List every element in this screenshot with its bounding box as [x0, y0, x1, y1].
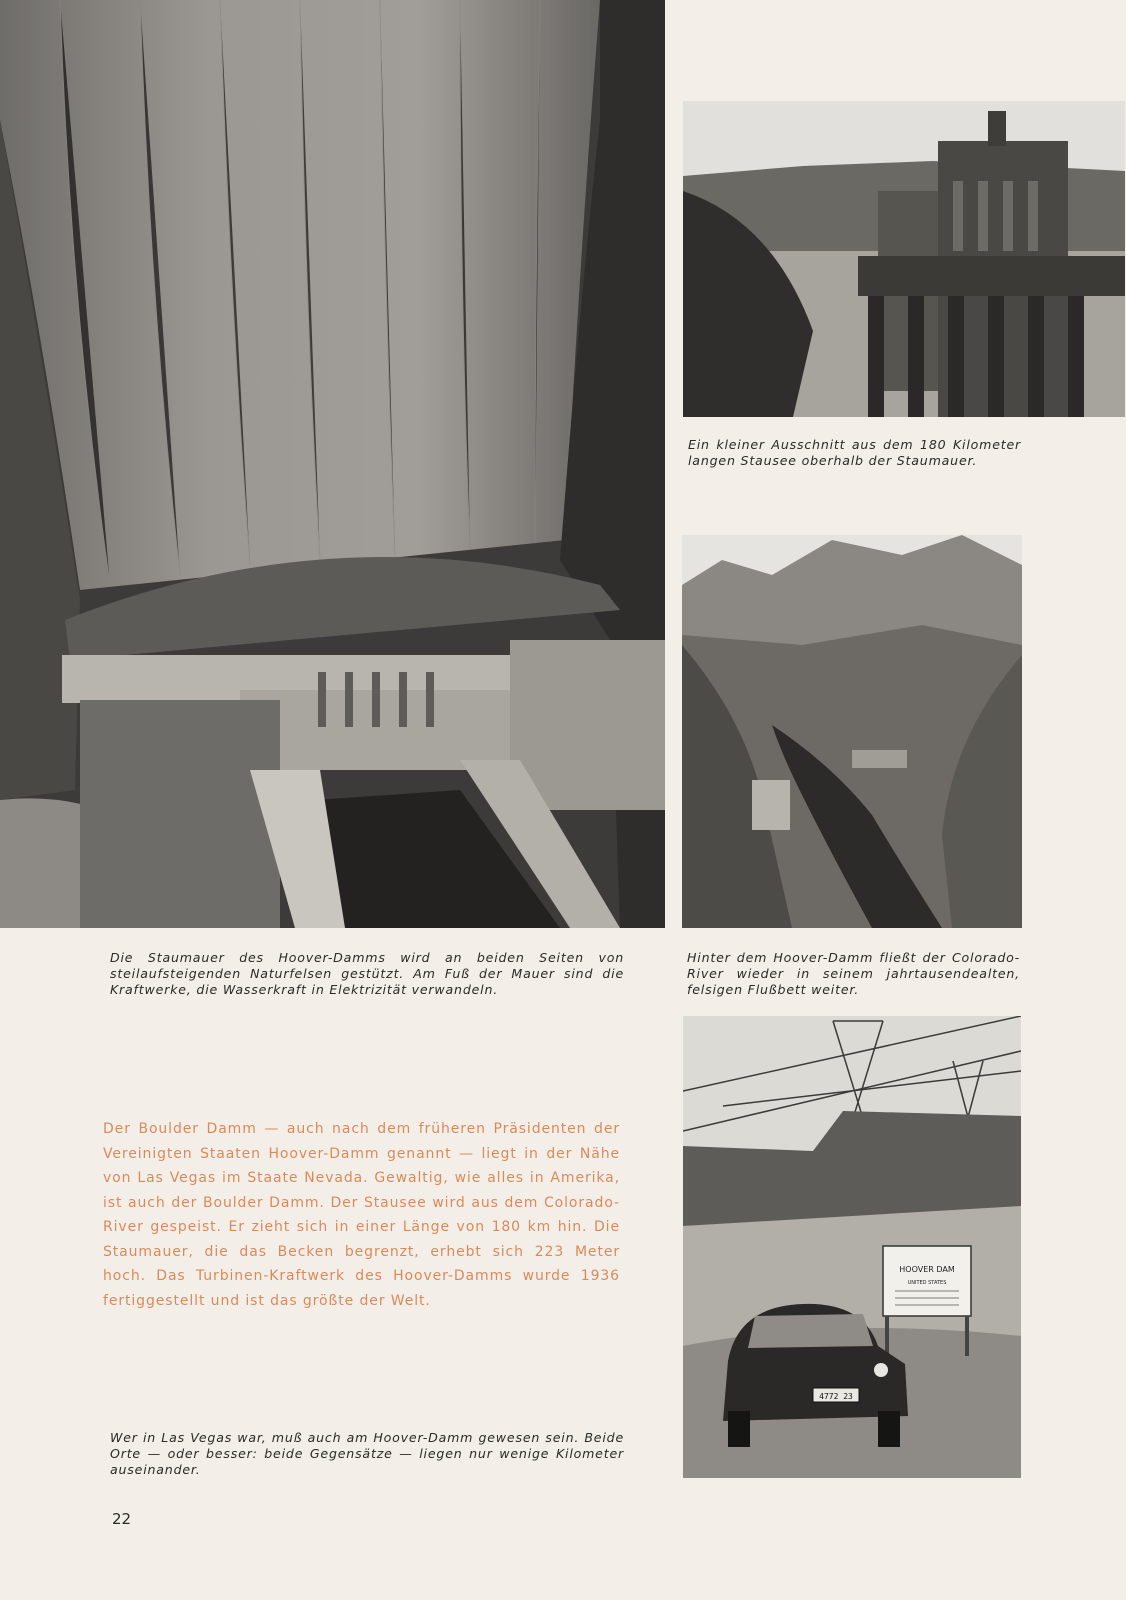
body-text: Der Boulder Damm — auch nach dem früheren Präsidenten der Vereinigten Staaten Hoover-Damm genannt — liegt in der Nähe von Las Vegas im Staate Nevada. Gewaltig, wie alles in Amerika, ist auch der Boulder Damm. Der Stausee wird aus dem Colorado-River gespeist. Er zieht sich in einer Länge von 180 km hin. Die Staumauer, die das Becken begrenzt, erhebt sich 223 Meter hoch. Das Turbinen-Kraftwerk des Hoover-Damms wurde 1936 fertiggestellt und ist das größte der Welt. [103, 1121, 620, 1309]
reservoir-towers-photo [683, 101, 1125, 417]
colorado-river-caption: Hinter dem Hoover-Damm fließt der Colorado-River wieder in seinem jahrtausendealten, felsigen Flußbett weiter. [687, 950, 1020, 997]
page-number: 22 [112, 1510, 132, 1528]
colorado-river-photo [682, 535, 1022, 928]
car-sign-photo [683, 1016, 1021, 1478]
las-vegas-caption: Wer in Las Vegas war, muß auch am Hoover-Damm gewesen sein. Beide Orte — oder besser: beide Gegensätze — liegen nur wenige Kilometer auseinander. [110, 1430, 624, 1477]
dam-wall-photo [0, 0, 665, 928]
license-plate: 4772 23 [819, 1392, 853, 1401]
sign-subtitle: UNITED STATES [907, 1280, 947, 1286]
dam-wall-caption: Die Staumauer des Hoover-Damms wird an beiden Seiten von steilaufsteigenden Naturfelsen gestützt. Am Fuß der Mauer sind die Kraftwerke, die Wasserkraft in Elektrizität verwandeln. [110, 950, 624, 997]
sign-title: HOOVER DAM [899, 1265, 955, 1274]
reservoir-caption: Ein kleiner Ausschnitt aus dem 180 Kilometer langen Stausee oberhalb der Staumauer. [688, 437, 1021, 468]
